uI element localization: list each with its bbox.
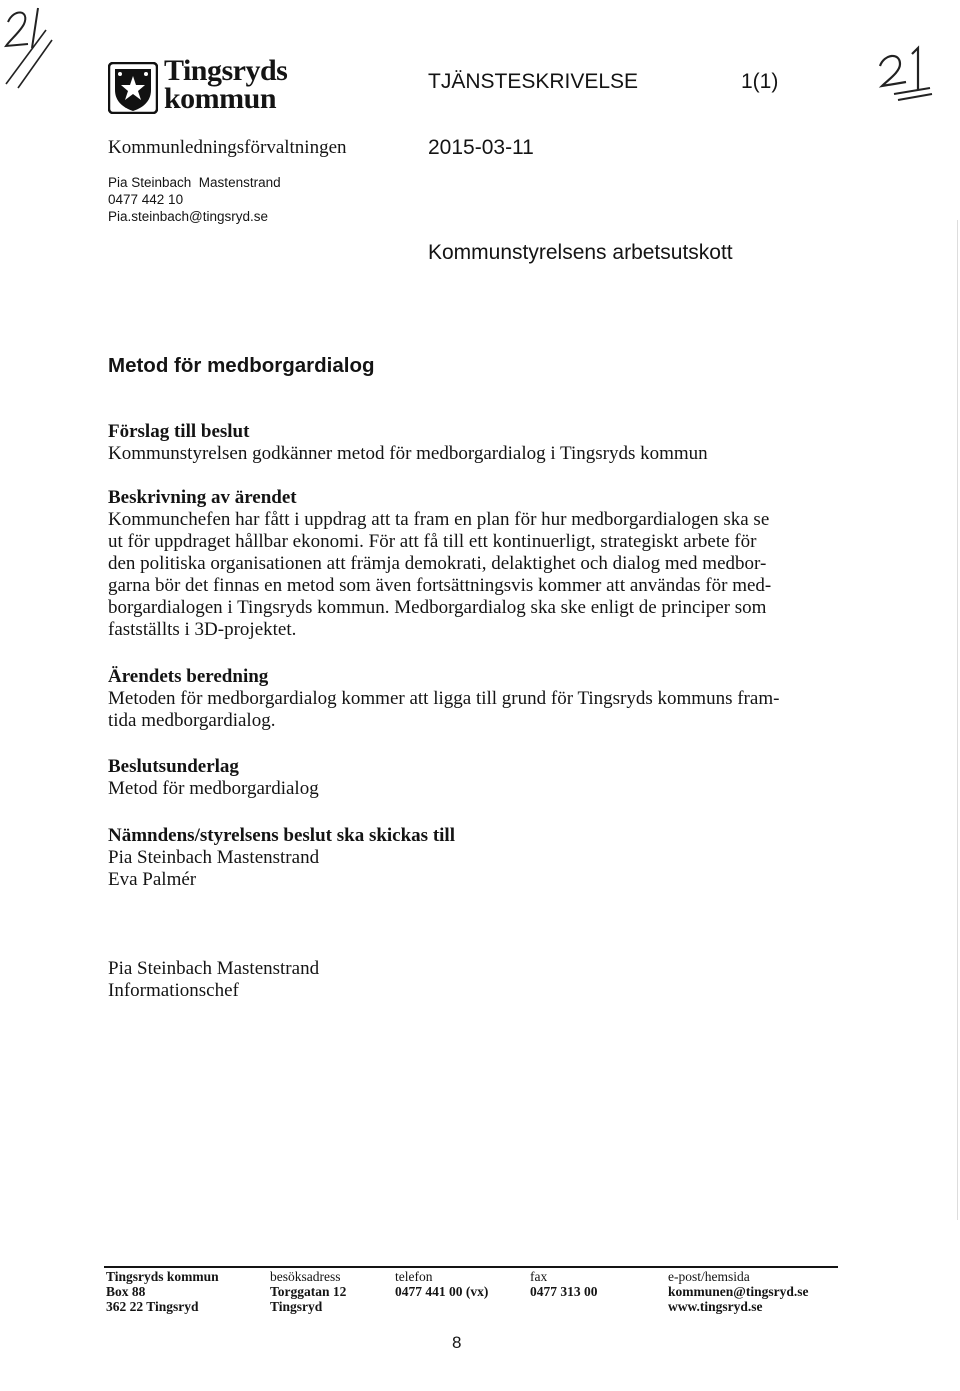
proposal-section — [108, 421, 798, 465]
description-line: garna bör det finnas en metod som även fortsättningsvis kommer att användas för med- — [108, 575, 772, 596]
author-contact — [108, 174, 281, 225]
description-heading: Beskrivning av ärendet — [108, 487, 297, 508]
distribution-heading: Nämndens/styrelsens beslut ska skickas till — [108, 825, 455, 846]
footer-phone — [395, 1269, 488, 1299]
document-title: Metod för medborgardialog — [108, 354, 375, 377]
footer-visit-city: Tingsryd — [270, 1299, 323, 1314]
basis-heading: Beslutsunderlag — [108, 756, 239, 777]
preparation-section — [108, 666, 798, 732]
footer-phone-label: telefon — [395, 1269, 433, 1284]
description-section — [108, 487, 798, 641]
page-count: 1(1) — [741, 70, 779, 93]
handwritten-mark-top-right — [872, 40, 952, 110]
proposal-text: Kommunstyrelsen godkänner metod för medborgardialog i Tingsryds kommun — [108, 443, 708, 464]
author-phone: 0477 442 10 — [108, 192, 184, 207]
description-line: ut för uppdraget hållbar ekonomi. För att få till ett kontinuerligt, strategiskt arbete för — [108, 531, 757, 552]
preparation-heading: Ärendets beredning — [108, 666, 269, 687]
preparation-line: tida medborgardialog. — [108, 710, 276, 731]
footer-fax-label: fax — [530, 1269, 548, 1284]
footer-phone-value: 0477 441 00 (vx) — [395, 1284, 489, 1299]
footer-organisation — [106, 1269, 219, 1314]
footer-org-postal: 362 22 Tingsryd — [106, 1299, 199, 1314]
logo-name-line2: kommun — [164, 82, 277, 115]
department: Kommunledningsförvaltningen — [108, 137, 347, 158]
footer-fax-value: 0477 313 00 — [530, 1284, 598, 1299]
proposal-heading: Förslag till beslut — [108, 421, 250, 442]
document-date: 2015-03-11 — [428, 136, 534, 159]
footer-org-box: Box 88 — [106, 1284, 146, 1299]
description-line: Kommunchefen har fått i uppdrag att ta fram en plan för hur medborgardialogen ska se — [108, 509, 770, 530]
signature-block — [108, 958, 798, 1002]
logo-name-line1: Tingsryds — [164, 54, 288, 87]
footer-fax — [530, 1269, 598, 1299]
footer-visit-address — [270, 1269, 346, 1314]
recipient: Kommunstyrelsens arbetsutskott — [428, 241, 733, 264]
footer-web-label: e-post/hemsida — [668, 1269, 750, 1284]
signature-role: Informationschef — [108, 980, 239, 1001]
footer-visit-label: besöksadress — [270, 1269, 341, 1284]
document-type: TJÄNSTESKRIVELSE — [428, 70, 639, 93]
description-line: den politiska organisationen att främja demokrati, delaktighet och dialog med medbor- — [108, 553, 767, 574]
municipality-logo — [108, 54, 368, 120]
preparation-line: Metoden för medborgardialog kommer att ligga till grund för Tingsryds kommuns fram- — [108, 688, 780, 709]
footer-web — [668, 1269, 808, 1314]
basis-text: Metod för medborgardialog — [108, 778, 319, 799]
author-name: Pia Steinbach Mastenstrand — [108, 175, 281, 190]
author-email: Pia.steinbach@tingsryd.se — [108, 209, 269, 224]
scan-edge — [957, 220, 958, 1220]
distribution-recipient: Eva Palmér — [108, 869, 197, 890]
footer-visit-street: Torggatan 12 — [270, 1284, 347, 1299]
signature-name: Pia Steinbach Mastenstrand — [108, 958, 320, 979]
page-number: 8 — [452, 1333, 462, 1352]
footer-org-name: Tingsryds kommun — [106, 1269, 219, 1284]
distribution-section — [108, 825, 798, 891]
description-line: borgardialogen i Tingsryds kommun. Medborgardialog ska ske enligt de principer som — [108, 597, 767, 618]
footer-website: www.tingsryd.se — [668, 1299, 763, 1314]
footer-divider — [104, 1266, 838, 1268]
distribution-recipient: Pia Steinbach Mastenstrand — [108, 847, 320, 868]
coat-of-arms-icon — [108, 62, 158, 114]
basis-section — [108, 756, 798, 800]
description-line: fastställts i 3D-projektet. — [108, 619, 297, 640]
handwritten-mark-top-left — [0, 0, 70, 110]
footer-email: kommunen@tingsryd.se — [668, 1284, 809, 1299]
